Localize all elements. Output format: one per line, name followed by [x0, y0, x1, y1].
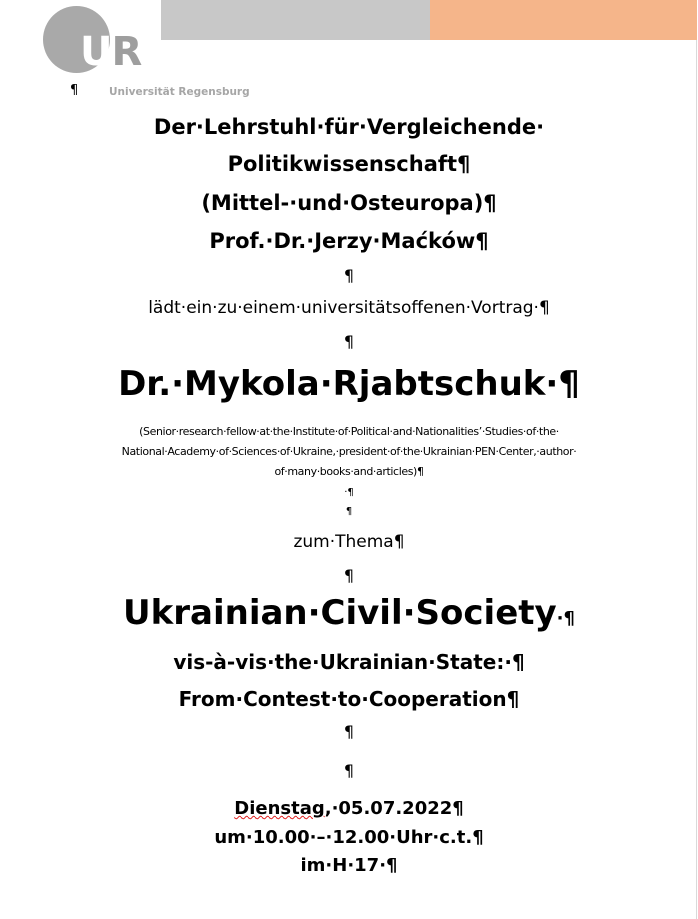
topic-title-text: Ukrainian·Civil·Society [123, 593, 557, 633]
event-room: im·H·17·¶ [300, 855, 398, 876]
speaker-bio-line-3: of·many·books·and·articles)¶ [274, 465, 424, 478]
topic-line-3: From·Contest·to·Cooperation¶ [178, 687, 520, 711]
topic-intro: zum·Thema¶ [293, 532, 405, 552]
header-line-3: (Mittel-·und·Osteuropa)¶ [201, 191, 497, 215]
speaker-bio-line-1: (Senior·research·fellow·at·the·Institute·of·Political·and·Nationalities’·Studies·of·the· [139, 425, 559, 438]
pilcrow-2: ¶ [343, 332, 355, 351]
logo-letter-r: R [111, 29, 142, 75]
event-time: um·10.00·–·12.00·Uhr·c.t.¶ [214, 827, 484, 848]
speaker-bio-line-2: National·Academy·of·Sciences·of·Ukraine,·president·of·the·Ukrainian·PEN·Center,·author· [121, 445, 577, 458]
speaker-name: Dr.·Mykola·Rjabtschuk·¶ [118, 364, 580, 404]
university-logo-letters [80, 31, 150, 73]
pilcrow-6: ¶ [343, 761, 355, 780]
pilcrow-small: ·¶ [344, 487, 354, 498]
pilcrow-3: ¶ [345, 506, 353, 517]
header-bar-orange [430, 0, 697, 40]
university-name: Universität Regensburg [109, 86, 250, 98]
event-day: Dienstag [234, 798, 325, 819]
event-date [0, 798, 698, 819]
invite-text: lädt·ein·zu·einem·universitätsoffenen·Vortrag·¶ [148, 298, 550, 318]
topic-line-2: vis-à-vis·the·Ukrainian·State:·¶ [173, 650, 525, 674]
topic-title [0, 593, 698, 633]
pilcrow-top: ¶ [70, 83, 79, 98]
logo-letter-u: U [80, 29, 112, 75]
pilcrow-4: ¶ [343, 566, 355, 585]
pilcrow-5: ¶ [343, 722, 355, 741]
header-bar-gray [161, 0, 430, 40]
header-line-2: Politikwissenschaft¶ [227, 152, 471, 176]
event-date-value: ,·05.07.2022¶ [324, 798, 464, 819]
pilcrow-1: ¶ [343, 266, 355, 285]
header-line-4: Prof.·Dr.·Jerzy·Maćków¶ [209, 229, 489, 253]
topic-title-mark: ·¶ [556, 608, 575, 629]
header-line-1: Der·Lehrstuhl·für·Vergleichende· [153, 115, 545, 139]
